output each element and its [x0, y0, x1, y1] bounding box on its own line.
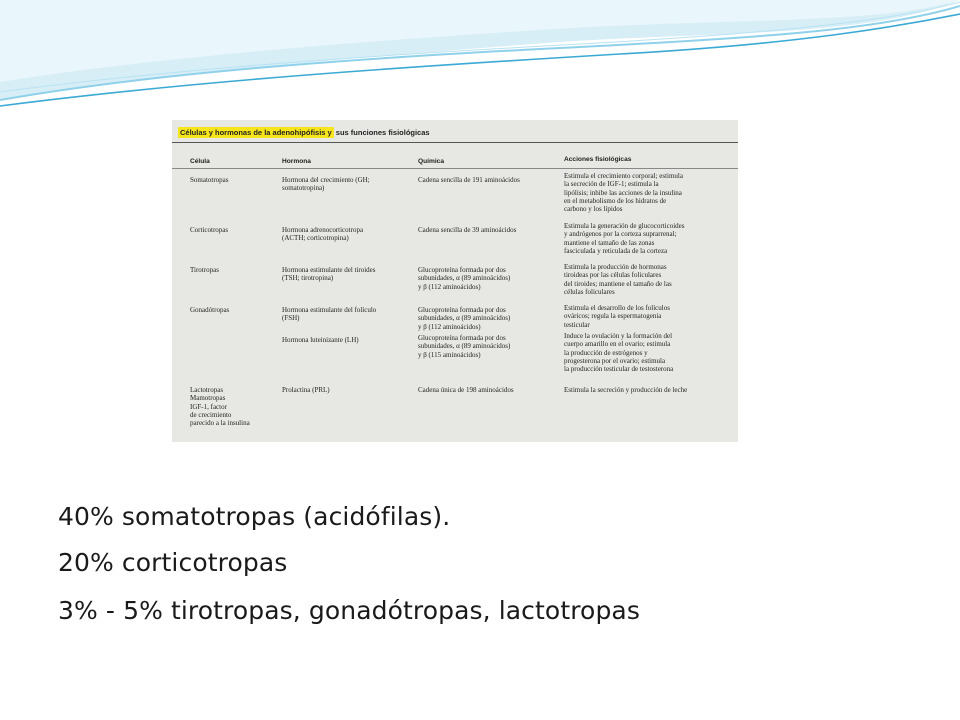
row-tirotropas-actions: Estimula la producción de hormonas tiroideas por las células foliculares del tiroides; mantiene el tamaño de las células foliculares	[564, 263, 672, 296]
row-tirotropas-hormone: Hormona estimulante del tiroides (TSH; tirotropina)	[282, 266, 376, 283]
row-gonadotropas-fsh-hormone: Hormona estimulante del folículo (FSH)	[282, 306, 377, 323]
table-title	[178, 128, 732, 137]
row-corticotropas-hormone: Hormona adrenocorticotropa (ACTH; corticotropina)	[282, 226, 364, 243]
row-corticotropas-chem: Cadena sencilla de 39 aminoácidos	[418, 226, 517, 234]
table-title-highlight: Células y hormonas de la adenohipófisis y	[180, 128, 332, 137]
row-somatotropas-actions: Estimula el crecimiento corporal; estimula la secreción de IGF-1; estimula la lipólisis; inhibe las acciones de la insulina en el metabolismo de los hidratos de carbono y los lípidos	[564, 172, 683, 214]
row-gonadotropas-lh-actions: Induce la ovulación y la formación del cuerpo amarillo en el ovario; estimula la producción de estrógenos y progesterona por el ovario; estimula la producción testicular de testosterona	[564, 332, 674, 374]
table-title-rest: sus funciones fisiológicas	[333, 128, 430, 137]
scanned-hormone-table	[172, 120, 738, 442]
table-rule-top	[172, 142, 738, 143]
row-lactotropas-chem: Cadena única de 198 aminoácidos	[418, 386, 514, 394]
header-wave-decoration	[0, 0, 960, 110]
row-tirotropas-chem: Glucoproteína formada por dos subunidades, α (89 aminoácidos) y β (112 aminoácidos)	[418, 266, 511, 291]
row-gonadotropas-lh-hormone: Hormona luteinizante (LH)	[282, 336, 359, 344]
caption-line-2: 20% corticotropas	[58, 548, 288, 577]
row-gonadotropas-lh-chem: Glucoproteína formada por dos subunidades, α (89 aminoácidos) y β (115 aminoácidos)	[418, 334, 511, 359]
table-rule-header	[172, 168, 738, 169]
header-hormone: Hormona	[282, 158, 311, 165]
row-corticotropas-actions: Estimula la generación de glucocorticoides y andrógenos por la corteza suprarrenal; mantiene el tamaño de las zonas fasciculada y reticulada de la corteza	[564, 222, 685, 255]
row-somatotropas-cell: Somatotropas	[190, 176, 229, 184]
row-gonadotropas-cell: Gonadótropas	[190, 306, 230, 314]
row-gonadotropas-fsh-actions: Estimula el desarrollo de los folículos ováricos; regula la espermatogenia testicular	[564, 304, 670, 329]
row-lactotropas-cell: Lactotropas Mamotropas IGF-1, factor de crecimiento parecido a la insulina	[190, 386, 250, 428]
row-somatotropas-chem: Cadena sencilla de 191 aminoácidos	[418, 176, 520, 184]
row-gonadotropas-fsh-chem: Glucoproteína formada por dos subunidades, α (89 aminoácidos) y β (112 aminoácidos)	[418, 306, 511, 331]
header-actions: Acciones fisiológicas	[564, 156, 632, 163]
row-lactotropas-actions: Estimula la secreción y producción de leche	[564, 386, 688, 394]
row-somatotropas-hormone: Hormona del crecimiento (GH; somatotropina)	[282, 176, 370, 193]
header-chemistry: Química	[418, 158, 445, 165]
row-lactotropas-hormone: Prolactina (PRL)	[282, 386, 330, 394]
caption-line-3: 3% - 5% tirotropas, gonadótropas, lactotropas	[58, 596, 640, 625]
caption-line-1: 40% somatotropas (acidófilas).	[58, 502, 451, 531]
row-tirotropas-cell: Tirotropas	[190, 266, 219, 274]
header-cell: Célula	[190, 158, 210, 165]
row-corticotropas-cell: Corticotropas	[190, 226, 229, 234]
